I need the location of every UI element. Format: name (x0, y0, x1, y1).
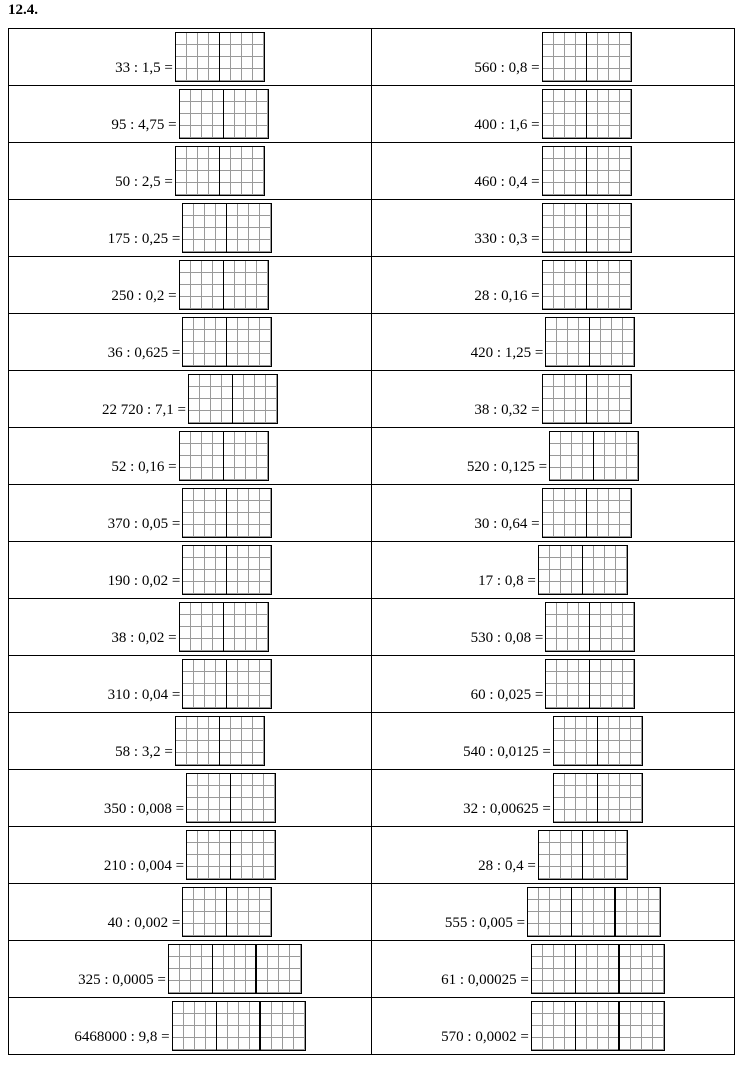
table-row (9, 29, 735, 86)
answer-segment (598, 717, 642, 765)
answer-segment (231, 831, 275, 879)
division-expression: 460 : 0,4 = (474, 173, 540, 190)
division-expression: 350 : 0,008 = (103, 800, 185, 817)
answer-segment (546, 603, 590, 651)
division-expression: 540 : 0,0125 = (463, 743, 551, 760)
division-expression: 36 : 0,625 = (107, 344, 181, 361)
answer-segment (183, 318, 227, 366)
answer-segment (543, 261, 587, 309)
answer-segment (587, 261, 631, 309)
answer-segment (227, 318, 271, 366)
answer-segment (176, 33, 220, 81)
table-row (9, 428, 735, 485)
table-row (9, 599, 735, 656)
division-expression: 555 : 0,005 = (444, 914, 526, 931)
exercise-cell (9, 827, 372, 884)
answer-segment (261, 1002, 305, 1050)
answer-box[interactable] (182, 488, 272, 538)
exercise-cell (372, 941, 735, 998)
table-row (9, 86, 735, 143)
answer-segment (224, 261, 268, 309)
answer-box[interactable] (182, 545, 272, 595)
answer-box[interactable] (542, 260, 632, 310)
answer-segment (224, 90, 268, 138)
exercise-cell (9, 29, 372, 86)
answer-box[interactable] (545, 317, 635, 367)
table-row (9, 371, 735, 428)
exercise-cell (372, 29, 735, 86)
division-expression: 28 : 0,16 = (474, 287, 540, 304)
division-expression: 38 : 0,32 = (474, 401, 540, 418)
exercise-cell (372, 314, 735, 371)
answer-segment (576, 1002, 620, 1050)
exercise-cell (9, 998, 372, 1055)
exercise-cell (9, 143, 372, 200)
table-row (9, 656, 735, 713)
exercise-cell (9, 371, 372, 428)
answer-segment (169, 945, 213, 993)
table-row (9, 713, 735, 770)
answer-segment (587, 33, 631, 81)
division-expression: 530 : 0,08 = (470, 629, 544, 646)
answer-box[interactable] (175, 716, 265, 766)
table-row (9, 827, 735, 884)
table-row (9, 485, 735, 542)
answer-segment (227, 204, 271, 252)
answer-box[interactable] (186, 830, 276, 880)
exercise-cell (372, 770, 735, 827)
division-expression: 250 : 0,2 = (111, 287, 177, 304)
answer-segment (587, 204, 631, 252)
division-expression: 310 : 0,04 = (107, 686, 181, 703)
answer-box[interactable] (182, 203, 272, 253)
answer-box[interactable] (542, 32, 632, 82)
exercise-cell (9, 542, 372, 599)
answer-box[interactable] (542, 488, 632, 538)
answer-box[interactable] (179, 260, 269, 310)
answer-segment (227, 489, 271, 537)
answer-segment (224, 432, 268, 480)
answer-segment (220, 147, 264, 195)
division-expression: 33 : 1,5 = (115, 59, 173, 76)
answer-box[interactable] (538, 830, 628, 880)
answer-segment (572, 888, 616, 936)
answer-segment (217, 1002, 261, 1050)
answer-segment (183, 204, 227, 252)
answer-segment (616, 888, 660, 936)
answer-segment (227, 546, 271, 594)
answer-segment (583, 831, 627, 879)
division-expression: 175 : 0,25 = (107, 230, 181, 247)
answer-box[interactable] (182, 659, 272, 709)
answer-segment (220, 717, 264, 765)
answer-segment (543, 489, 587, 537)
exercise-cell (9, 257, 372, 314)
division-expression: 570 : 0,0002 = (441, 1028, 529, 1045)
answer-segment (587, 375, 631, 423)
division-expression: 6468000 : 9,8 = (74, 1028, 170, 1045)
exercise-cell (372, 428, 735, 485)
answer-segment (590, 660, 634, 708)
answer-segment (539, 831, 583, 879)
division-expression: 190 : 0,02 = (107, 572, 181, 589)
answer-segment (554, 717, 598, 765)
answer-segment (183, 546, 227, 594)
division-expression: 30 : 0,64 = (474, 515, 540, 532)
division-expression: 32 : 0,00625 = (463, 800, 551, 817)
answer-segment (598, 774, 642, 822)
answer-segment (176, 717, 220, 765)
table-row (9, 770, 735, 827)
division-expression: 420 : 1,25 = (470, 344, 544, 361)
answer-box[interactable] (545, 659, 635, 709)
division-expression: 58 : 3,2 = (115, 743, 173, 760)
answer-segment (173, 1002, 217, 1050)
exercise-cell (372, 998, 735, 1055)
answer-segment (220, 33, 264, 81)
exercise-cell (9, 314, 372, 371)
exercise-cell (372, 542, 735, 599)
answer-box[interactable] (553, 716, 643, 766)
answer-segment (543, 90, 587, 138)
answer-box[interactable] (179, 602, 269, 652)
answer-box[interactable] (186, 773, 276, 823)
answer-box[interactable] (188, 374, 278, 424)
answer-box[interactable] (182, 887, 272, 937)
answer-segment (183, 660, 227, 708)
division-expression: 400 : 1,6 = (474, 116, 540, 133)
answer-segment (587, 489, 631, 537)
table-row (9, 257, 735, 314)
exercise-cell (372, 86, 735, 143)
answer-segment (546, 660, 590, 708)
answer-box[interactable] (542, 146, 632, 196)
answer-segment (543, 204, 587, 252)
answer-segment (187, 774, 231, 822)
exercise-table (8, 28, 735, 1055)
answer-box[interactable] (175, 146, 265, 196)
division-expression: 40 : 0,002 = (107, 914, 181, 931)
exercise-cell (372, 200, 735, 257)
answer-segment (180, 261, 224, 309)
table-row (9, 998, 735, 1055)
table-row (9, 314, 735, 371)
answer-segment (189, 375, 233, 423)
answer-segment (176, 147, 220, 195)
answer-box[interactable] (538, 545, 628, 595)
answer-box[interactable] (531, 1001, 665, 1051)
answer-box[interactable] (549, 431, 639, 481)
answer-box[interactable] (172, 1001, 306, 1051)
answer-box[interactable] (168, 944, 302, 994)
answer-segment (590, 318, 634, 366)
exercise-cell (9, 713, 372, 770)
answer-box[interactable] (527, 887, 661, 937)
answer-segment (620, 945, 664, 993)
exercise-cell (9, 200, 372, 257)
exercise-cell (372, 656, 735, 713)
exercise-cell (372, 143, 735, 200)
table-row (9, 542, 735, 599)
division-expression: 38 : 0,02 = (111, 629, 177, 646)
answer-segment (583, 546, 627, 594)
answer-segment (183, 888, 227, 936)
answer-segment (180, 603, 224, 651)
division-expression: 60 : 0,025 = (470, 686, 544, 703)
division-expression: 210 : 0,004 = (103, 857, 185, 874)
answer-segment (532, 945, 576, 993)
answer-segment (587, 147, 631, 195)
table-row (9, 884, 735, 941)
exercise-cell (372, 485, 735, 542)
answer-box[interactable] (545, 602, 635, 652)
exercise-cell (372, 257, 735, 314)
table-row (9, 941, 735, 998)
answer-segment (550, 432, 594, 480)
exercise-cell (9, 656, 372, 713)
answer-segment (231, 774, 275, 822)
answer-segment (620, 1002, 664, 1050)
answer-segment (576, 945, 620, 993)
answer-segment (546, 318, 590, 366)
exercise-cell (9, 599, 372, 656)
answer-segment (543, 33, 587, 81)
exercise-cell (9, 770, 372, 827)
answer-segment (590, 603, 634, 651)
answer-box[interactable] (182, 317, 272, 367)
answer-segment (233, 375, 277, 423)
exercise-number: 12.4. (8, 2, 38, 18)
answer-segment (587, 90, 631, 138)
exercise-cell (9, 86, 372, 143)
answer-segment (257, 945, 301, 993)
division-expression: 95 : 4,75 = (111, 116, 177, 133)
exercise-cell (372, 371, 735, 428)
answer-segment (180, 432, 224, 480)
division-expression: 17 : 0,8 = (478, 572, 536, 589)
answer-segment (224, 603, 268, 651)
answer-box[interactable] (542, 89, 632, 139)
exercise-cell (372, 599, 735, 656)
table-row (9, 143, 735, 200)
table-row (9, 200, 735, 257)
division-expression: 325 : 0,0005 = (78, 971, 166, 988)
division-expression: 22 720 : 7,1 = (102, 401, 186, 418)
division-expression: 61 : 0,00025 = (441, 971, 529, 988)
division-expression: 52 : 0,16 = (111, 458, 177, 475)
division-expression: 50 : 2,5 = (115, 173, 173, 190)
answer-segment (227, 660, 271, 708)
answer-box[interactable] (175, 32, 265, 82)
answer-box[interactable] (542, 374, 632, 424)
exercise-cell (372, 827, 735, 884)
answer-box[interactable] (542, 203, 632, 253)
answer-segment (213, 945, 257, 993)
answer-segment (539, 546, 583, 594)
division-expression: 370 : 0,05 = (107, 515, 181, 532)
exercise-cell (9, 485, 372, 542)
division-expression: 520 : 0,125 = (466, 458, 548, 475)
answer-box[interactable] (179, 431, 269, 481)
exercise-cell (9, 428, 372, 485)
division-expression: 28 : 0,4 = (478, 857, 536, 874)
answer-segment (183, 489, 227, 537)
exercise-cell (9, 941, 372, 998)
answer-box[interactable] (531, 944, 665, 994)
answer-segment (594, 432, 638, 480)
answer-segment (543, 375, 587, 423)
answer-segment (528, 888, 572, 936)
answer-segment (532, 1002, 576, 1050)
answer-segment (187, 831, 231, 879)
exercise-cell (372, 884, 735, 941)
answer-segment (543, 147, 587, 195)
answer-segment (227, 888, 271, 936)
division-expression: 330 : 0,3 = (474, 230, 540, 247)
answer-segment (180, 90, 224, 138)
exercise-cell (372, 713, 735, 770)
division-expression: 560 : 0,8 = (474, 59, 540, 76)
exercise-cell (9, 884, 372, 941)
answer-box[interactable] (553, 773, 643, 823)
answer-segment (554, 774, 598, 822)
answer-box[interactable] (179, 89, 269, 139)
